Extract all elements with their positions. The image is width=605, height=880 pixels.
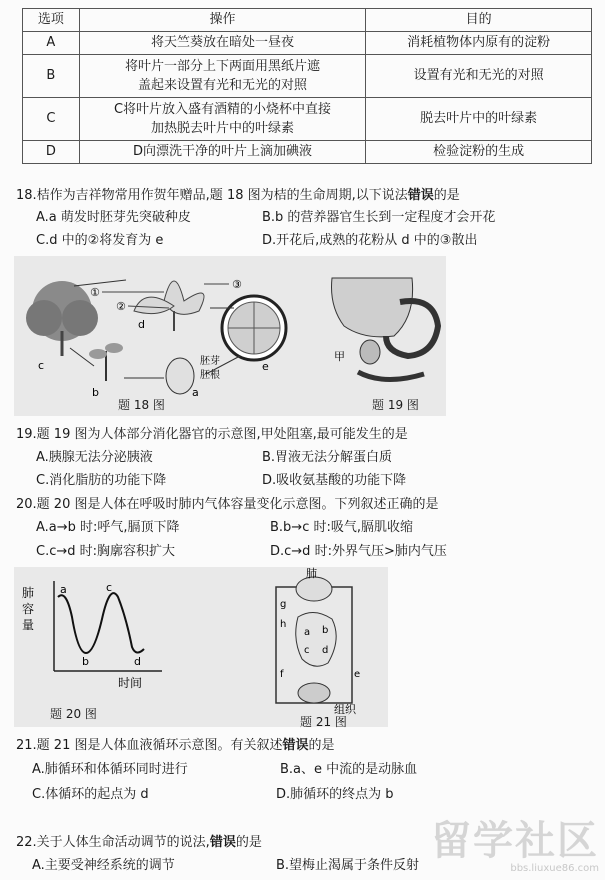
figures-20-21-svg (14, 567, 388, 727)
fig21-letter-g: g (280, 599, 287, 610)
cell-purpose: 脱去叶片中的叶绿素 (366, 98, 592, 141)
label-e: e (262, 360, 269, 373)
fig21-tissue (298, 683, 330, 703)
q18-option-c: C.d 中的②将发育为 e (36, 233, 164, 248)
cell-operation: C将叶片放入盛有酒精的小烧杯中直接加热脱去叶片中的叶绿素 (79, 98, 365, 141)
label-peiya: 胚芽 (200, 356, 220, 367)
fig21-heart (296, 612, 336, 666)
q20-option-c: C.c→d 时:胸廓容积扩大 (36, 544, 176, 559)
seedling-leaf (105, 343, 123, 353)
label-d: d (138, 318, 145, 331)
q18-option-a: A.a 萌发时胚芽先突破种皮 (36, 210, 191, 225)
fig20-point-d: d (134, 655, 141, 668)
cell-operation: 将天竺葵放在暗处一昼夜 (79, 32, 365, 55)
label-jia: 甲 (334, 350, 345, 363)
label-peigen: 胚根 (200, 370, 220, 381)
fig20-xlabel: 时间 (118, 676, 143, 690)
fig20-ylabel-1: 肺 (22, 586, 35, 600)
fig21-letter-a: a (304, 627, 311, 638)
label-a: a (192, 386, 199, 399)
fig21-lung (296, 577, 332, 601)
table-header-row (23, 9, 592, 32)
fig21-letter-d: d (322, 645, 329, 656)
cell-option: D (23, 141, 80, 164)
fig21-letter-b: b (322, 625, 329, 636)
question-18-stem: 18.桔作为吉祥物常用作贺年赠品,题 18 图为桔的生命周期,以下说法错误的是 (16, 188, 460, 203)
operations-table (22, 8, 592, 164)
q18-option-b: B.b 的营养器官生长到一定程度才会开花 (262, 210, 496, 225)
fig21-label-tissue: 组织 (334, 703, 356, 716)
cell-operation: 将叶片一部分上下两面用黑纸片遮盖起来设置有光和无光的对照 (79, 55, 365, 98)
cell-purpose: 检验淀粉的生成 (366, 141, 592, 164)
table-row (23, 98, 592, 141)
header-purpose: 目的 (366, 9, 592, 32)
q19-option-d: D.吸收氨基酸的功能下降 (262, 473, 407, 488)
q22-option-b: B.望梅止渴属于条件反射 (276, 858, 420, 873)
seed (166, 358, 194, 394)
q21-option-b: B.a、e 中流的是动脉血 (280, 762, 418, 777)
cell-operation: D向漂洗干净的叶片上滴加碘液 (79, 141, 365, 164)
label-b: b (92, 386, 99, 399)
q19-option-a: A.胰腺无法分泌胰液 (36, 450, 153, 465)
watermark-title: 留学社区 (431, 818, 599, 864)
fig20-ylabel-3: 量 (22, 618, 35, 632)
table-row (23, 32, 592, 55)
fig20-point-b: b (82, 655, 89, 668)
fig21-letter-h: h (280, 619, 287, 630)
question-22-stem: 22.关于人体生命活动调节的说法,错误的是 (16, 835, 262, 850)
q22-option-a: A.主要受神经系统的调节 (32, 858, 175, 873)
cell-option: A (23, 32, 80, 55)
arrow-b-to-c (70, 348, 94, 366)
gallbladder-shape (360, 340, 380, 364)
pancreas-duodenum-shape (358, 372, 424, 380)
question-20-stem: 20.题 20 图是人体在呼吸时肺内气体容量变化示意图。下列叙述正确的是 (16, 497, 439, 512)
arrow-c-to-d (74, 280, 126, 286)
watermark-url: bbs.liuxue86.com (510, 863, 599, 874)
fig21-label-lung: 肺 (306, 567, 317, 580)
orange-life-cycle-diagram (14, 256, 446, 416)
table-row (23, 141, 592, 164)
tree-crown-part (62, 300, 98, 336)
fig21-letter-c: c (304, 645, 310, 656)
figure-19-caption: 题 19 图 (372, 398, 419, 412)
q20-option-d: D.c→d 时:外界气压>肺内气压 (270, 544, 447, 559)
cell-option: B (23, 55, 80, 98)
liver-shape (332, 278, 413, 337)
figure-18-caption: 题 18 图 (118, 398, 165, 412)
q21-option-c: C.体循环的起点为 d (32, 787, 149, 802)
fig21-letter-e: e (354, 669, 361, 680)
table-row (23, 55, 592, 98)
q21-option-d: D.肺循环的终点为 b (276, 787, 394, 802)
cell-purpose: 消耗植物体内原有的淀粉 (366, 32, 592, 55)
label-3: ③ (232, 278, 242, 291)
q20-option-b: B.b→c 时:吸气,膈肌收缩 (270, 520, 413, 535)
fig20-point-a: a (60, 583, 67, 596)
question-19-stem: 19.题 19 图为人体部分消化器官的示意图,甲处阻塞,最可能发生的是 (16, 427, 408, 442)
label-1: ① (90, 286, 100, 299)
figures-20-21 (14, 567, 388, 727)
question-21-stem: 21.题 21 图是人体血液循环示意图。有关叙述错误的是 (16, 738, 335, 753)
q19-option-b: B.胃液无法分解蛋白质 (262, 450, 393, 465)
fig20-ylabel-2: 容 (22, 602, 35, 616)
figure-18 (14, 256, 446, 416)
label-c: c (38, 359, 45, 372)
header-option: 选项 (23, 9, 80, 32)
q19-option-c: C.消化脂肪的功能下降 (36, 473, 167, 488)
seedling-leaf (89, 349, 107, 359)
tree-crown-part (26, 300, 62, 336)
q18-option-d: D.开花后,成熟的花粉从 d 中的③散出 (262, 233, 478, 248)
fig20-volume-curve (58, 593, 144, 653)
cell-purpose: 设置有光和无光的对照 (366, 55, 592, 98)
label-2: ② (116, 300, 126, 313)
fig21-letter-f: f (280, 669, 284, 680)
figure-21-caption: 题 21 图 (300, 715, 347, 729)
watermark (431, 819, 599, 874)
figure-20-caption: 题 20 图 (50, 707, 97, 721)
header-operation: 操作 (79, 9, 365, 32)
q21-option-a: A.肺循环和体循环同时进行 (32, 762, 188, 777)
cell-option: C (23, 98, 80, 141)
fig20-point-c: c (106, 581, 113, 594)
q20-option-a: A.a→b 时:呼气,膈顶下降 (36, 520, 180, 535)
